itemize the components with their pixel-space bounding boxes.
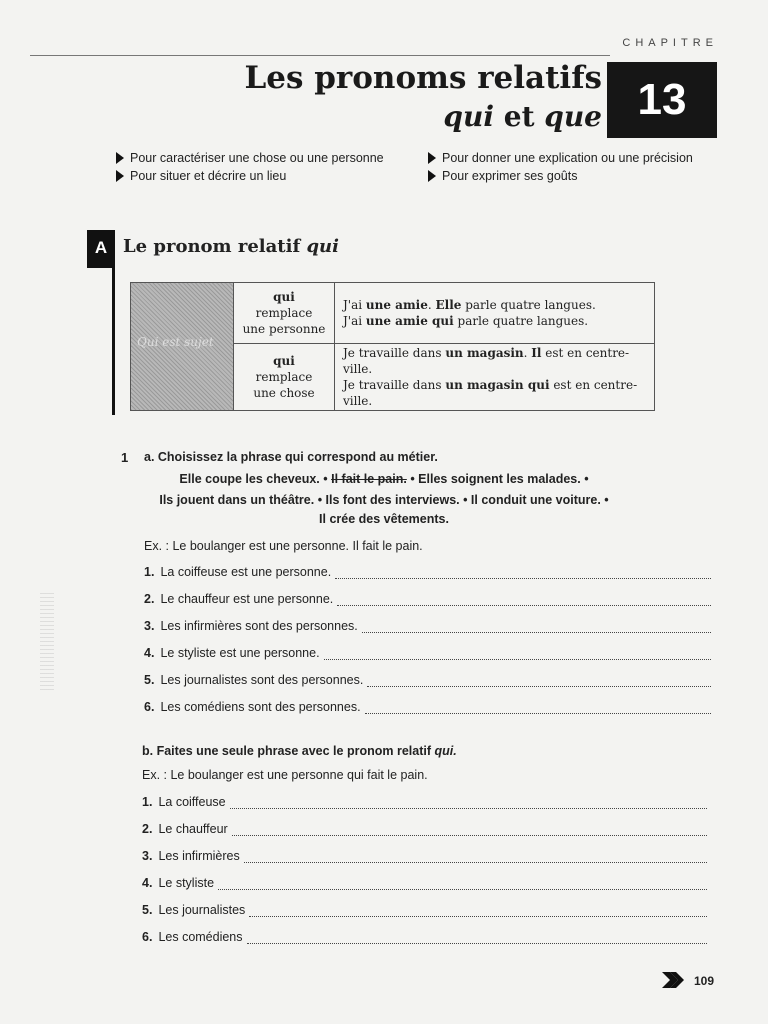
item-number: 1.	[144, 565, 155, 579]
section-title	[123, 236, 339, 257]
answer-line-b2[interactable]	[142, 822, 707, 836]
chevron-right-icon	[428, 170, 436, 182]
item-text: La coiffeuse	[158, 795, 226, 809]
item-number: 4.	[142, 876, 153, 890]
ex-bold: une amie qui	[365, 314, 454, 328]
exercise-number: 1	[121, 450, 129, 465]
item-text: Les infirmières sont des personnes.	[160, 619, 358, 633]
item-number: 5.	[142, 903, 153, 917]
chevron-right-icon	[116, 170, 124, 182]
header-rule	[30, 55, 610, 56]
answer-line-a1[interactable]	[144, 565, 711, 579]
item-text: Les journalistes	[158, 903, 246, 917]
choice-text: • Elles soignent les malades. •	[410, 472, 589, 486]
choice-struck: Il fait le pain.	[331, 472, 407, 486]
side-label-cell	[131, 283, 234, 411]
target-text: une personne	[242, 322, 326, 336]
instruction-italic: qui.	[434, 744, 457, 758]
choices-line-3: Il crée des vêtements.	[319, 512, 449, 526]
title-et: et	[494, 100, 545, 133]
item-number: 5.	[144, 673, 155, 687]
choice-text: Elle coupe les cheveux. •	[179, 472, 328, 486]
side-label: Qui est sujet	[137, 335, 214, 349]
objective-4	[428, 169, 577, 183]
answer-blank[interactable]	[249, 906, 707, 917]
section-letter: A	[87, 230, 115, 268]
answer-blank[interactable]	[362, 622, 711, 633]
pronoun: qui	[273, 290, 295, 304]
page-subtitle	[443, 100, 602, 133]
answer-blank[interactable]	[324, 649, 711, 660]
objective-1	[116, 151, 384, 165]
ex-bold: un magasin qui	[445, 378, 550, 392]
part-a-instruction: a. Choisissez la phrase qui correspond au métier.	[144, 450, 438, 464]
answer-line-a4[interactable]	[144, 646, 711, 660]
ex-text: .	[523, 346, 532, 360]
page-number: 109	[694, 974, 715, 988]
answer-line-b3[interactable]	[142, 849, 707, 863]
item-text: Le chauffeur est une personne.	[160, 592, 334, 606]
part-b-instruction	[142, 744, 457, 758]
double-chevron-right-icon	[662, 970, 686, 990]
example-a: Ex. : Le boulanger est une personne. Il fait le pain.	[144, 539, 423, 553]
pronoun-cell	[234, 344, 335, 411]
title-qui: qui	[443, 100, 494, 133]
answer-line-a2[interactable]	[144, 592, 711, 606]
chevron-right-icon	[428, 152, 436, 164]
ex-text: J'ai	[343, 298, 366, 312]
table-row	[131, 283, 655, 344]
pronoun: qui	[273, 354, 295, 368]
scan-artifact	[40, 590, 54, 690]
objective-text: Pour donner une explication ou une précision	[442, 151, 693, 165]
item-number: 3.	[144, 619, 155, 633]
answer-line-b1[interactable]	[142, 795, 707, 809]
ex-text: J'ai	[343, 314, 366, 328]
item-number: 4.	[144, 646, 155, 660]
item-number: 2.	[144, 592, 155, 606]
answer-blank[interactable]	[247, 933, 707, 944]
answer-line-a5[interactable]	[144, 673, 711, 687]
section-title-italic: qui	[306, 236, 339, 257]
title-que: que	[544, 100, 602, 133]
objective-2	[428, 151, 693, 165]
answer-line-b4[interactable]	[142, 876, 707, 890]
ex-text: parle quatre langues.	[453, 314, 589, 328]
answer-blank[interactable]	[337, 595, 711, 606]
ex-bold: Il	[531, 346, 542, 360]
instruction-text: b. Faites une seule phrase avec le pronom relatif	[142, 744, 435, 758]
choices-line-1	[0, 472, 768, 486]
grammar-table	[130, 282, 655, 411]
objective-text: Pour situer et décrire un lieu	[130, 169, 287, 183]
pronoun-cell	[234, 283, 335, 344]
section-title-text: Le pronom relatif	[123, 236, 307, 257]
ex-text: parle quatre langues.	[461, 298, 596, 312]
objective-text: Pour exprimer ses goûts	[442, 169, 578, 183]
item-text: Les journalistes sont des personnes.	[160, 673, 364, 687]
item-number: 1.	[142, 795, 153, 809]
replaces-text: remplace	[255, 370, 313, 384]
item-number: 6.	[142, 930, 153, 944]
example-cell	[335, 283, 655, 344]
item-text: Le chauffeur	[158, 822, 228, 836]
item-number: 3.	[142, 849, 153, 863]
item-text: Les comédiens	[158, 930, 243, 944]
answer-blank[interactable]	[232, 825, 707, 836]
ex-bold: une amie	[365, 298, 428, 312]
ex-text: est en centre-ville.	[343, 346, 630, 376]
answer-line-b6[interactable]	[142, 930, 707, 944]
ex-bold: un magasin	[445, 346, 524, 360]
item-text: La coiffeuse est une personne.	[160, 565, 332, 579]
ex-bold: Elle	[435, 298, 462, 312]
item-text: Les infirmières	[158, 849, 240, 863]
answer-line-a6[interactable]	[144, 700, 711, 714]
page-title: Les pronoms relatifs	[244, 60, 602, 96]
answer-blank[interactable]	[365, 703, 711, 714]
replaces-text: remplace	[255, 306, 313, 320]
choices-line-2: Ils jouent dans un théâtre. • Ils font des interviews. • Il conduit une voiture. •	[159, 493, 609, 507]
objective-3	[116, 169, 286, 183]
chapter-label: CHAPITRE	[622, 37, 718, 49]
item-text: Les comédiens sont des personnes.	[160, 700, 361, 714]
ex-text: est en centre-ville.	[343, 378, 638, 408]
ex-text: Je travaille dans	[343, 346, 446, 360]
item-text: Le styliste	[158, 876, 215, 890]
answer-line-b5[interactable]	[142, 903, 707, 917]
answer-blank[interactable]	[335, 568, 711, 579]
chevron-right-icon	[116, 152, 124, 164]
chapter-number: 13	[607, 62, 717, 138]
answer-line-a3[interactable]	[144, 619, 711, 633]
answer-blank[interactable]	[230, 798, 707, 809]
example-cell	[335, 344, 655, 411]
item-number: 2.	[142, 822, 153, 836]
item-text: Le styliste est une personne.	[160, 646, 320, 660]
ex-text: Je travaille dans	[343, 378, 446, 392]
ex-text: .	[427, 298, 436, 312]
objective-text: Pour caractériser une chose ou une personne	[130, 151, 384, 165]
example-b: Ex. : Le boulanger est une personne qui fait le pain.	[142, 768, 428, 782]
answer-blank[interactable]	[367, 676, 711, 687]
target-text: une chose	[253, 386, 315, 400]
answer-blank[interactable]	[244, 852, 707, 863]
answer-blank[interactable]	[218, 879, 707, 890]
item-number: 6.	[144, 700, 155, 714]
